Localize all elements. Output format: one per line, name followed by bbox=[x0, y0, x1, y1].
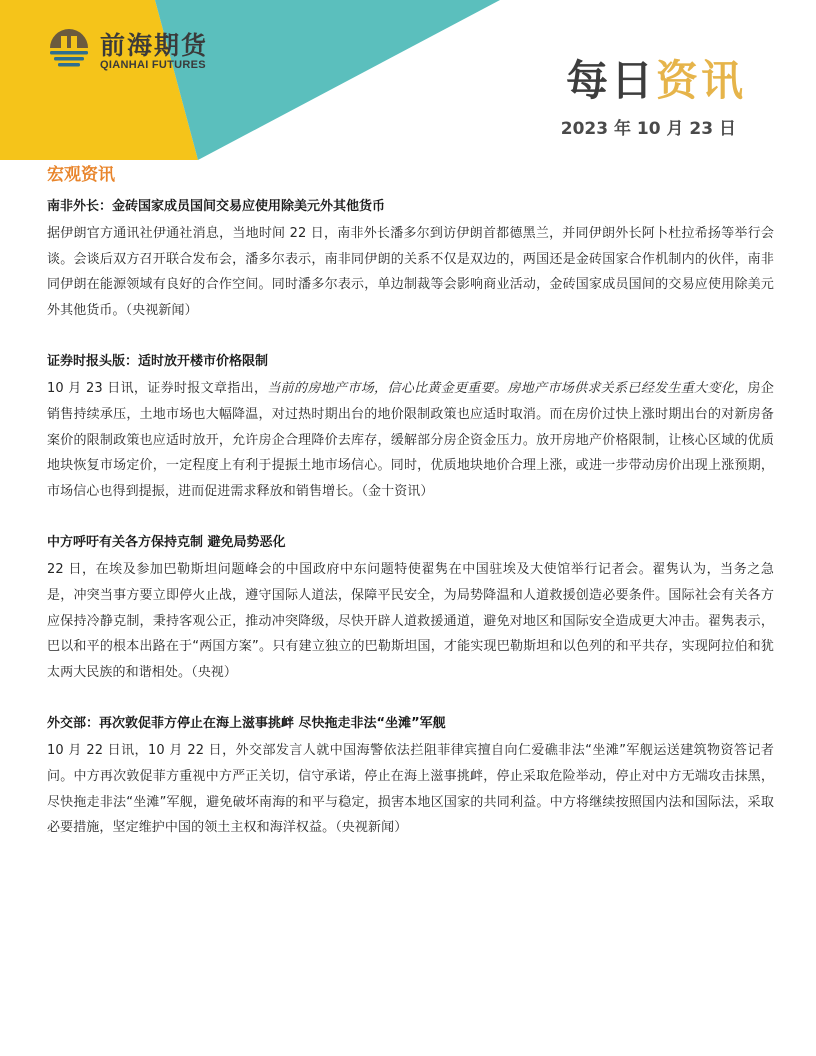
page-title bbox=[566, 48, 746, 108]
company-logo bbox=[46, 26, 226, 76]
article-body: 22 日，在埃及参加巴勒斯坦问题峰会的中国政府中东问题特使翟隽在中国驻埃及大使馆举行记者会。翟隽认为，当务之急是，冲突当事方要立即停火止战，遵守国际人道法，保障平民安全，为局势降温和人道救援创造必要条件。国际社会有关各方应保持冷静克制，秉持客观公正，推动冲突降级，尽快开辟人道救援通道，避免对地区和国际安全造成更大冲击。翟隽表示，巴以和平的根本出路在于“两国方案”。只有建立独立的巴勒斯坦国，才能实现巴勒斯坦和以色列的和平共存，实现阿拉伯和犹太两大民族的和谐相处。（央视） bbox=[47, 562, 774, 680]
article-body-start: 10 月 23 日讯，证券时报文章指出， bbox=[47, 381, 268, 397]
teal-banner bbox=[155, 0, 500, 160]
article-3 bbox=[47, 531, 774, 685]
article-2 bbox=[47, 350, 774, 504]
article-body bbox=[47, 376, 774, 504]
publish-date: 2023 年 10 月 23 日 bbox=[560, 119, 736, 139]
article-body: 据伊朗官方通讯社伊通社消息，当地时间 22 日，南非外长潘多尔到访伊朗首都德黑兰，并同伊朗外长阿卜杜拉希扬等举行会谈。会谈后双方召开联合发布会，潘多尔表示，南非同伊朗的关系不仅是双边的，两国还是金砖国家合作机制内的伙伴，南非同伊朗在能源领域有良好的合作空间。同时潘多尔表示，单边制裁等会影响商业活动，金砖国家成员国间的交易应使用除美元外其他货币。（央视新闻） bbox=[47, 226, 774, 318]
logo-chinese-name: 前海期货 bbox=[100, 31, 209, 60]
page-header bbox=[0, 0, 816, 160]
logo-english-name: QIANHAI FUTURES bbox=[100, 59, 206, 71]
section-title-macro: 宏观资讯 bbox=[47, 165, 115, 185]
page-title-part2: 资讯 bbox=[655, 56, 746, 105]
article-headline: 中方呼吁有关各方保持克制 避免局势恶化 bbox=[47, 535, 286, 551]
article-body-end: ，房企销售持续承压，土地市场也大幅降温，对过热时期出台的地价限制政策也应适时取消。而在房价过快上涨时期出台的对新房备案价的限制政策也应适时放开，允许房企合理降价去库存，缓解部分房企资金压力。放开房地产价格限制，让核心区域的优质地块恢复市场定价，一定程度上有利于提振土地市场信心。同时，优质地块地价合理上涨，或进一步带动房价出现上涨预期，市场信心也得到提振，进而促进需求释放和销售增长。（金十资讯） bbox=[47, 381, 774, 499]
logo-mark-icon bbox=[46, 26, 92, 70]
article-4 bbox=[47, 712, 774, 840]
main-content bbox=[47, 160, 774, 868]
article-headline: 证券时报头版：适时放开楼市价格限制 bbox=[47, 354, 269, 370]
article-headline: 南非外长：金砖国家成员国间交易应使用除美元外其他货币 bbox=[47, 199, 386, 214]
article-headline: 外交部：再次敦促菲方停止在海上滋事挑衅 尽快拖走非法“坐滩”军舰 bbox=[47, 716, 446, 732]
page-title-part1: 每日 bbox=[565, 56, 656, 105]
article-1 bbox=[47, 195, 774, 323]
article-body: 10 月 22 日讯，10 月 22 日，外交部发言人就中国海警依法拦阻菲律宾擅自向仁爱礁非法“坐滩”军舰运送建筑物资答记者问。中方再次敦促菲方重视中方严正关切，信守承诺，停止在海上滋事挑衅，停止采取危险举动，停止对中方无端攻击抹黑，尽快拖走非法“坐滩”军舰，避免破坏南海的和平与稳定，损害本地区国家的共同利益。中方将继续按照国内法和国际法，采取必要措施，坚定维护中国的领土主权和海洋权益。（央视新闻） bbox=[47, 743, 774, 836]
article-body-italic: 当前的房地产市场，信心比黄金更重要。房地产市场供求关系已经发生重大变化 bbox=[267, 381, 735, 397]
